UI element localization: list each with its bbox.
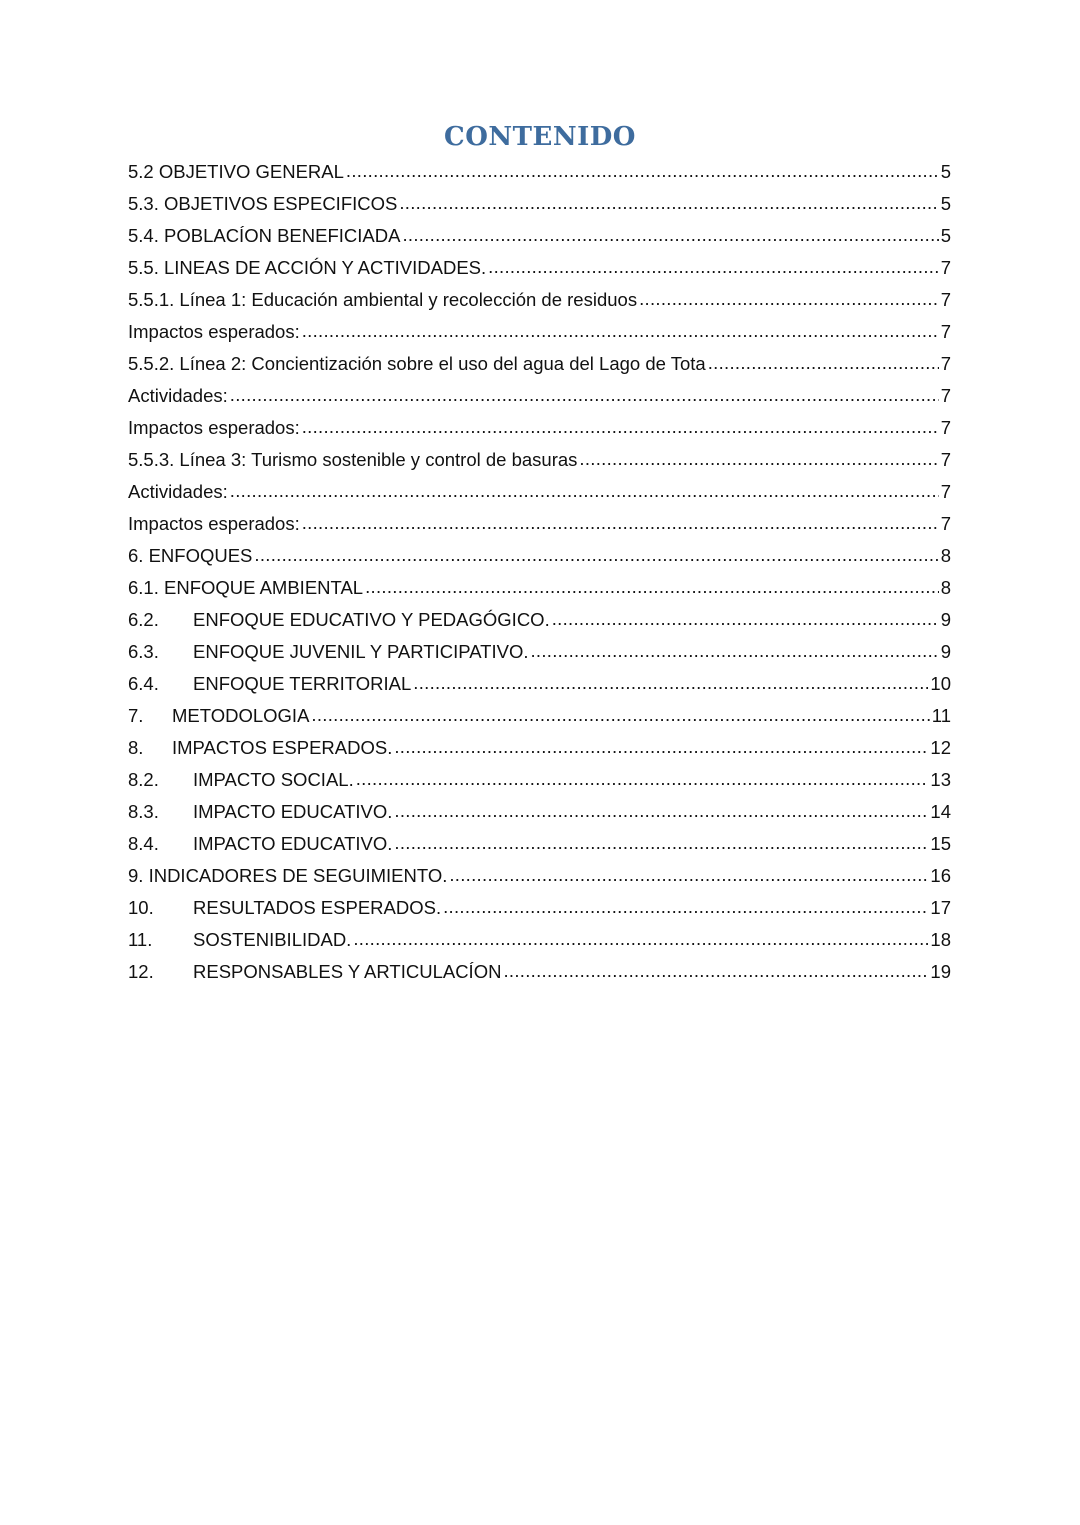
toc-entry-number: 6.2.: [128, 609, 159, 630]
toc-entry-label: 5.5.2. Línea 2: Concientización sobre el uso del agua del Lago de Tota: [128, 353, 706, 374]
toc-entry-label: IMPACTOS ESPERADOS.: [172, 737, 393, 758]
dot-leader: [488, 252, 939, 283]
toc-entry-page: 5: [940, 225, 951, 246]
toc-entry-label: RESPONSABLES Y ARTICULACÍON: [193, 961, 502, 982]
toc-entry[interactable]: [128, 860, 951, 892]
toc-entry[interactable]: [128, 444, 951, 476]
toc-entry-label: 5.3. OBJETIVOS ESPECIFICOS: [128, 193, 398, 214]
toc-entry-page: 9: [940, 641, 951, 662]
toc-entry-label: METODOLOGIA: [172, 705, 310, 726]
toc-entry-number: 6.4.: [128, 673, 159, 694]
toc-entry-number: 8.4.: [128, 833, 159, 854]
toc-entry-page: 7: [940, 481, 951, 502]
toc-entry[interactable]: [128, 412, 951, 444]
toc-entry-label: Impactos esperados:: [128, 417, 300, 438]
toc-entry-page: 5: [940, 161, 951, 182]
toc-entry-page: 7: [940, 513, 951, 534]
dot-leader: [503, 956, 928, 987]
toc-entry-page: 8: [940, 577, 951, 598]
toc-entry-page: 7: [940, 385, 951, 406]
toc-entry[interactable]: [128, 732, 951, 764]
dot-leader: [302, 412, 939, 443]
toc-entry-label: 9. INDICADORES DE SEGUIMIENTO.: [128, 865, 448, 886]
dot-leader: [394, 732, 928, 763]
dot-leader: [708, 348, 939, 379]
toc-entry-number: 11.: [128, 929, 153, 950]
dot-leader: [402, 220, 938, 251]
dot-leader: [302, 316, 939, 347]
dot-leader: [356, 764, 929, 795]
toc-entry-label: ENFOQUE JUVENIL Y PARTICIPATIVO.: [193, 641, 529, 662]
toc-entry-label: RESULTADOS ESPERADOS.: [193, 897, 442, 918]
toc-entry-label: 5.4. POBLACÍON BENEFICIADA: [128, 225, 401, 246]
dot-leader: [449, 860, 928, 891]
toc-entry[interactable]: [128, 636, 951, 668]
toc-entry-page: 18: [930, 929, 951, 950]
toc-entry[interactable]: [128, 892, 951, 924]
toc-entry[interactable]: [128, 188, 951, 220]
toc-entry-label: Impactos esperados:: [128, 513, 300, 534]
toc-entry-label: IMPACTO EDUCATIVO.: [193, 801, 393, 822]
dot-leader: [579, 444, 938, 475]
dot-leader: [230, 380, 939, 411]
toc-entry-page: 7: [940, 321, 951, 342]
toc-entry-label: ENFOQUE TERRITORIAL: [193, 673, 412, 694]
toc-entry-label: ENFOQUE EDUCATIVO Y PEDAGÓGICO.: [193, 609, 550, 630]
toc-entry-label: 5.5. LINEAS DE ACCIÓN Y ACTIVIDADES.: [128, 257, 487, 278]
toc-entry[interactable]: [128, 220, 951, 252]
dot-leader: [530, 636, 938, 667]
toc-entry-label: 5.2 OBJETIVO GENERAL: [128, 161, 344, 182]
toc-entry[interactable]: [128, 700, 951, 732]
toc-entry-page: 7: [940, 353, 951, 374]
toc-entry[interactable]: [128, 508, 951, 540]
toc-entry[interactable]: [128, 380, 951, 412]
toc-entry-number: 12.: [128, 961, 154, 982]
toc-entry-page: 14: [930, 801, 951, 822]
dot-leader: [254, 540, 938, 571]
toc-entry-page: 8: [940, 545, 951, 566]
toc-entry-label: 5.5.3. Línea 3: Turismo sostenible y control de basuras: [128, 449, 578, 470]
toc-entry-page: 5: [940, 193, 951, 214]
toc-entry-page: 9: [940, 609, 951, 630]
toc-entry-page: 7: [940, 257, 951, 278]
toc-entry[interactable]: [128, 764, 951, 796]
dot-leader: [399, 188, 938, 219]
toc-entry-page: 12: [930, 737, 951, 758]
toc-entry-page: 10: [930, 673, 951, 694]
dot-leader: [230, 476, 939, 507]
toc-entry-page: 11: [931, 705, 951, 726]
dot-leader: [394, 796, 928, 827]
toc-entry-number: 6.3.: [128, 641, 159, 662]
dot-leader: [552, 604, 939, 635]
toc-entry-page: 16: [930, 865, 951, 886]
dot-leader: [311, 700, 929, 731]
dot-leader: [353, 924, 928, 955]
dot-leader: [346, 156, 939, 187]
toc-entry-label: 6.1. ENFOQUE AMBIENTAL: [128, 577, 364, 598]
dot-leader: [302, 508, 939, 539]
dot-leader: [443, 892, 928, 923]
toc-entry[interactable]: [128, 476, 951, 508]
dot-leader: [394, 828, 928, 859]
toc-entry[interactable]: [128, 572, 951, 604]
toc-entry-number: 10.: [128, 897, 154, 918]
toc-entry-number: 7.: [128, 705, 144, 726]
dot-leader: [365, 572, 939, 603]
toc-entry[interactable]: [128, 284, 951, 316]
toc-entry-number: 8.3.: [128, 801, 159, 822]
toc-entry-label: Actividades:: [128, 385, 228, 406]
toc-entry[interactable]: [128, 252, 951, 284]
toc-entry-page: 13: [930, 769, 951, 790]
toc-entry-label: Impactos esperados:: [128, 321, 300, 342]
toc-entry-page: 7: [940, 449, 951, 470]
toc-entry-label: 6. ENFOQUES: [128, 545, 253, 566]
toc-entry-number: 8.: [128, 737, 144, 758]
toc-title: CONTENIDO: [444, 122, 636, 152]
toc-entry-page: 7: [940, 417, 951, 438]
toc-entry[interactable]: [128, 668, 951, 700]
toc-entry-number: 8.2.: [128, 769, 159, 790]
toc-entry[interactable]: [128, 604, 951, 636]
dot-leader: [413, 668, 928, 699]
toc-entry-label: IMPACTO EDUCATIVO.: [193, 833, 393, 854]
toc-entry-label: 5.5.1. Línea 1: Educación ambiental y recolección de residuos: [128, 289, 638, 310]
toc-entry[interactable]: [128, 348, 951, 380]
toc-entry-page: 15: [930, 833, 951, 854]
toc-entry[interactable]: [128, 924, 951, 956]
toc-entry[interactable]: [128, 316, 951, 348]
toc-entry-label: SOSTENIBILIDAD.: [193, 929, 352, 950]
table-of-contents: [128, 156, 951, 988]
toc-entry-page: 19: [930, 961, 951, 982]
toc-entry[interactable]: [128, 828, 951, 860]
toc-entry-page: 7: [940, 289, 951, 310]
toc-entry[interactable]: [128, 156, 951, 188]
toc-entry-page: 17: [930, 897, 951, 918]
toc-entry[interactable]: [128, 956, 951, 988]
dot-leader: [639, 284, 939, 315]
toc-entry[interactable]: [128, 796, 951, 828]
toc-entry[interactable]: [128, 540, 951, 572]
toc-entry-label: Actividades:: [128, 481, 228, 502]
toc-entry-label: IMPACTO SOCIAL.: [193, 769, 354, 790]
